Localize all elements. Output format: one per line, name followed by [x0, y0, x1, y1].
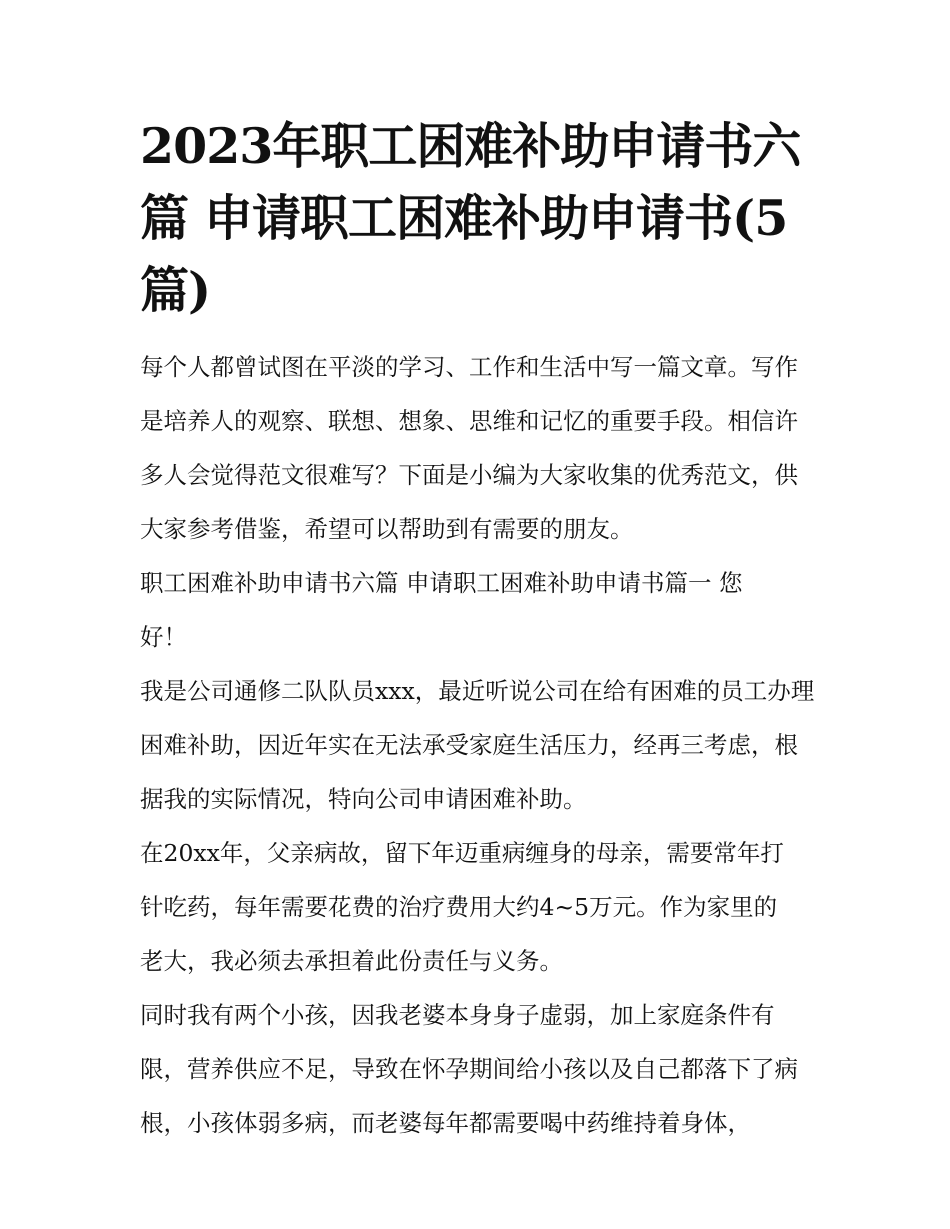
paragraph-self-introduction: 我是公司通修二队队员xxx，最近听说公司在给有困难的员工办理困难补助，因近年实在无法承受家庭生活压力，经再三考虑，根据我的实际情况，特向公司申请困难补助。 — [140, 677, 815, 813]
document-title: 2023年职工困难补助申请书六篇 申请职工困难补助申请书(5篇) — [140, 117, 801, 319]
paragraph-intro: 每个人都曾试图在平淡的学习、工作和生活中写一篇文章。写作是培养人的观察、联想、想象、思维和记忆的重要手段。相信许多人会觉得范文很难写？下面是小编为大家收集的优秀范文，供大家参考借鉴，希望可以帮助到有需要的朋友。 — [140, 353, 798, 543]
document-page — [140, 110, 815, 1150]
paragraph-heading-greeting: 职工困难补助申请书六篇 申请职工困难补助申请书篇一 您好！ — [140, 569, 743, 651]
paragraph-children-wife: 同时我有两个小孩，因我老婆本身身子虚弱，加上家庭条件有限，营养供应不足，导致在怀孕期间给小孩以及自己都落下了病根，小孩体弱多病，而老婆每年都需要喝中药维持着身体， — [140, 1001, 798, 1137]
paragraph-father-mother: 在20xx年，父亲病故，留下年迈重病缠身的母亲，需要常年打针吃药，每年需要花费的治疗费用大约4~5万元。作为家里的老大，我必须去承担着此份责任与义务。 — [140, 839, 784, 975]
